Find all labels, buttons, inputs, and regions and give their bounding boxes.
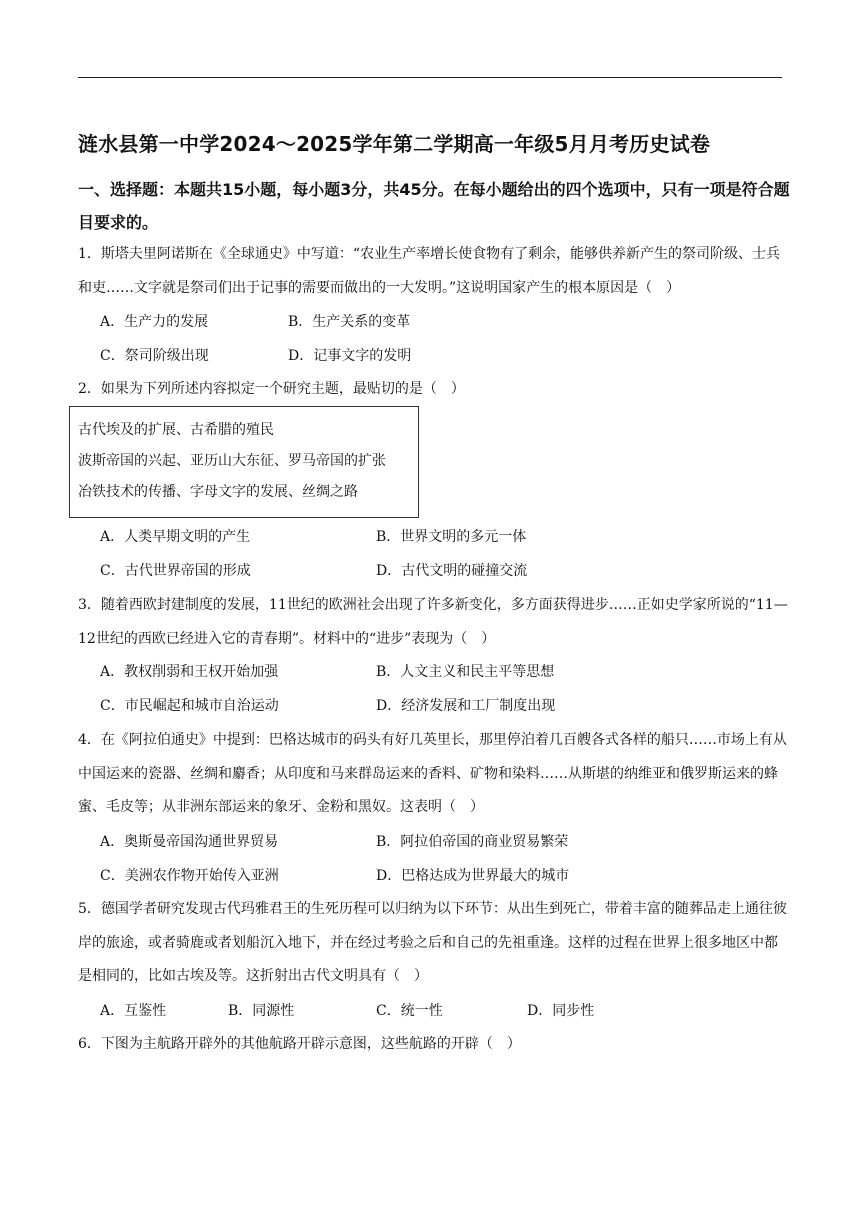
option-c: C．市民崛起和城市自治运动 <box>100 698 279 714</box>
option-d: D．经济发展和工厂制度出现 <box>376 698 556 714</box>
option-a: A．奥斯曼帝国沟通世界贸易 <box>100 834 279 850</box>
header-rule <box>78 77 782 78</box>
question-6-stem: 6．下图为主航路开辟外的其他航路开辟示意图，这些航路的开辟（ ） <box>78 1036 521 1052</box>
option-c: C．统一性 <box>376 1003 443 1019</box>
option-b: B．人文主义和民主平等思想 <box>376 664 555 680</box>
question-4-stem: 4．在《阿拉伯通史》中提到：巴格达城市的码头有好几英里长，那里停泊着几百艘各式各样的船只……市场上有从中国运来的瓷器、丝绸和麝香；从印度和马来群岛运来的香料、矿物和染料……从斯堪的纳维亚和俄罗斯运来的蜂蜜、毛皮等；从非洲东部运来的象牙、金粉和黑奴。这表明（ ） <box>78 732 787 815</box>
option-d: D．古代文明的碰撞交流 <box>376 563 528 579</box>
option-b: B．生产关系的变革 <box>288 314 411 330</box>
option-a: A．教权削弱和王权开始加强 <box>100 664 279 680</box>
option-c: C．美洲农作物开始传入亚洲 <box>100 868 279 884</box>
material-line: 冶铁技术的传播、字母文字的发展、丝绸之路 <box>78 484 358 500</box>
question-3-stem: 3．随着西欧封建制度的发展，11世纪的欧洲社会出现了许多新变化，多方面获得进步……正如史学家所说的“11—12世纪的西欧已经进入它的青春期”。材料中的“进步”表现为（ ） <box>78 597 788 647</box>
option-a: A．互鉴性 <box>100 1003 167 1019</box>
option-d: D．记事文字的发明 <box>288 348 412 364</box>
option-d: D．同步性 <box>527 1003 595 1019</box>
option-c: C．祭司阶级出现 <box>100 348 209 364</box>
question-2-stem: 2．如果为下列所述内容拟定一个研究主题，最贴切的是（ ） <box>78 381 465 397</box>
question-1-stem: 1．斯塔夫里阿诺斯在《全球通史》中写道：“农业生产率增长使食物有了剩余，能够供养新产生的祭司阶级、士兵和吏……文字就是祭司们出于记事的需要而做出的一大发明。”这说明国家产生的根本原因是（ ） <box>78 246 781 296</box>
question-5-stem: 5．德国学者研究发现古代玛雅君王的生死历程可以归纳为以下环节：从出生到死亡，带着丰富的随葬品走上通往彼岸的旅途，或者骑鹿或者划船沉入地下，并在经过考验之后和自己的先祖重逢。这样的过程在世界上很多地区中都是相同的，比如古埃及等。这折射出古代文明具有（ ） <box>78 901 787 984</box>
material-box <box>69 406 419 518</box>
section-heading: 一、选择题：本题共15小题，每小题3分，共45分。在每小题给出的四个选项中，只有一项是符合题目要求的。 <box>78 180 790 232</box>
option-a: A．生产力的发展 <box>100 314 209 330</box>
material-line: 古代埃及的扩展、古希腊的殖民 <box>78 422 274 438</box>
option-b: B．世界文明的多元一体 <box>376 529 527 545</box>
exam-title: 涟水县第一中学2024～2025学年第二学期高一年级5月月考历史试卷 <box>78 132 711 156</box>
option-b: B．阿拉伯帝国的商业贸易繁荣 <box>376 834 569 850</box>
option-a: A．人类早期文明的产生 <box>100 529 251 545</box>
option-b: B．同源性 <box>228 1003 295 1019</box>
option-c: C．古代世界帝国的形成 <box>100 563 251 579</box>
material-line: 波斯帝国的兴起、亚历山大东征、罗马帝国的扩张 <box>78 453 386 469</box>
option-d: D．巴格达成为世界最大的城市 <box>376 868 570 884</box>
